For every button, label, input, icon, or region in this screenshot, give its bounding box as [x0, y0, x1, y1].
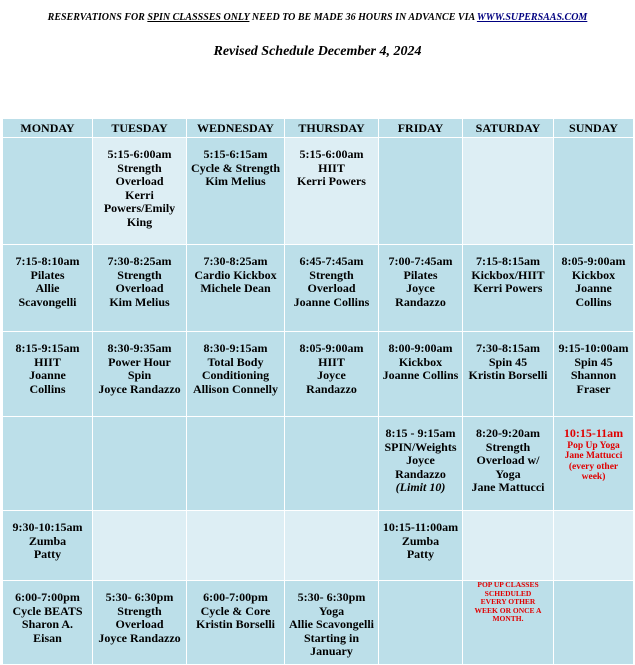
class-detail: Pilates — [30, 267, 65, 282]
class-detail: Randazzo — [306, 381, 357, 396]
class-cell — [379, 245, 463, 332]
class-cell — [463, 581, 554, 665]
class-cell — [379, 417, 463, 511]
class-cell — [93, 581, 187, 665]
class-entry — [285, 138, 378, 189]
class-cell — [187, 138, 285, 245]
schedule-row — [3, 332, 634, 417]
popup-detail: Pop Up Yoga — [567, 440, 620, 451]
notice-prefix: RESERVATIONS FOR — [47, 12, 148, 23]
class-detail: Kickbox/HIIT — [471, 267, 545, 282]
class-cell — [3, 332, 93, 417]
class-entry — [554, 417, 633, 483]
class-detail: Overload w/ — [476, 453, 540, 467]
class-cell — [187, 417, 285, 511]
schedule-row — [3, 245, 634, 332]
class-cell — [187, 581, 285, 665]
class-entry — [285, 245, 378, 309]
class-detail: Joanne — [29, 368, 66, 382]
class-detail: Joanne — [575, 281, 612, 295]
class-entry — [379, 417, 462, 495]
class-cell — [3, 417, 93, 511]
class-entry — [187, 245, 284, 296]
class-time: 8:00-9:00am — [388, 341, 453, 355]
class-cell — [463, 245, 554, 332]
class-detail: Kerri — [125, 187, 154, 202]
class-detail: Kim Melius — [109, 294, 170, 309]
class-cell — [3, 511, 93, 581]
class-detail: Pilates — [403, 267, 438, 282]
class-time: 5:30- 6:30pm — [105, 590, 174, 604]
class-detail: SPIN/Weights — [384, 439, 457, 454]
class-time: 6:00-7:00pm — [203, 590, 268, 604]
class-detail: Overload — [115, 281, 164, 295]
class-detail: Cardio Kickbox — [194, 267, 277, 282]
class-entry — [463, 332, 553, 383]
class-cell — [285, 417, 379, 511]
schedule-row — [3, 417, 634, 511]
class-time: 7:30-8:25am — [107, 254, 172, 268]
class-cell — [93, 417, 187, 511]
class-detail: Joyce — [406, 453, 435, 467]
class-detail: Total Body — [207, 354, 264, 369]
class-time: 6:45-7:45am — [299, 254, 364, 268]
class-cell — [187, 332, 285, 417]
class-time: 8:05-9:00am — [299, 341, 364, 355]
class-detail: Randazzo — [395, 294, 446, 309]
class-cell — [379, 581, 463, 665]
class-detail: Spin 45 — [574, 354, 613, 369]
class-limit: (Limit 10) — [395, 480, 446, 494]
class-cell — [379, 138, 463, 245]
class-detail: Allie Scavongelli — [289, 617, 374, 631]
class-detail: Kristin Borselli — [196, 617, 275, 631]
class-cell — [93, 332, 187, 417]
class-detail: Collins — [575, 294, 612, 309]
schedule-title: Revised Schedule December 4, 2024 — [213, 44, 422, 59]
day-header: MONDAY — [3, 119, 93, 138]
class-cell — [554, 581, 634, 665]
class-time: 10:15-11am — [563, 426, 624, 440]
class-cell — [3, 138, 93, 245]
class-cell — [554, 417, 634, 511]
class-time: 5:15-6:00am — [299, 147, 364, 161]
class-time: 5:30- 6:30pm — [297, 590, 366, 604]
class-cell — [285, 138, 379, 245]
class-entry — [379, 511, 462, 562]
popup-detail: Jane Mattucci — [564, 451, 623, 461]
class-detail: Kristin Borselli — [468, 368, 548, 382]
class-entry — [554, 245, 633, 309]
popup-note-line: WEEK OR ONCE A — [474, 605, 542, 615]
class-detail: Cycle & Core — [200, 603, 271, 618]
class-detail: Yoga — [495, 466, 521, 481]
class-entry — [187, 581, 284, 632]
class-cell — [463, 332, 554, 417]
day-header: WEDNESDAY — [187, 119, 285, 138]
notice-spin-only: SPIN CLASSSES ONLY — [147, 12, 250, 23]
class-entry — [379, 332, 462, 383]
class-time: 8:30-9:15am — [203, 341, 268, 355]
class-detail: Shannon — [570, 368, 617, 382]
popup-note-line: POP UP CLASSES — [477, 580, 539, 589]
class-detail: King — [126, 214, 153, 229]
class-detail: Joyce Randazzo — [98, 381, 181, 396]
class-detail: Fraser — [576, 381, 611, 396]
popup-note-line: EVERY OTHER — [480, 597, 536, 606]
class-detail: Patty — [33, 547, 62, 561]
class-cell — [379, 332, 463, 417]
class-detail: Randazzo — [395, 466, 446, 481]
class-time: 5:15-6:00am — [107, 147, 172, 161]
class-detail: Joyce — [406, 281, 435, 295]
class-cell — [379, 511, 463, 581]
class-cell — [93, 245, 187, 332]
class-cell — [93, 511, 187, 581]
class-detail: Jane Mattucci — [471, 480, 545, 494]
class-detail: Overload — [115, 174, 164, 188]
class-cell — [285, 245, 379, 332]
class-detail: Kickbox — [571, 267, 616, 282]
class-entry — [3, 245, 92, 309]
schedule-row — [3, 511, 634, 581]
class-cell — [187, 511, 285, 581]
class-time: 9:30-10:15am — [12, 520, 83, 534]
class-detail: Scavongelli — [18, 294, 77, 309]
class-entry — [93, 581, 186, 645]
class-entry — [93, 332, 186, 396]
class-time: 8:05-9:00am — [561, 254, 626, 268]
class-time: 7:15-8:10am — [15, 254, 80, 268]
class-time: 6:00-7:00pm — [15, 590, 80, 604]
class-cell — [554, 511, 634, 581]
class-cell — [463, 138, 554, 245]
class-detail: Michele Dean — [200, 281, 271, 295]
class-entry — [554, 332, 633, 396]
reservation-notice — [0, 12, 635, 23]
class-entry — [463, 245, 553, 296]
class-detail: Zumba — [401, 533, 440, 548]
class-cell — [463, 417, 554, 511]
class-detail: Cycle BEATS — [12, 603, 83, 618]
class-entry — [3, 332, 92, 396]
class-detail: Zumba — [28, 533, 67, 548]
popup-note-line: MONTH. — [492, 614, 524, 623]
class-time: 9:15-10:00am — [558, 341, 629, 355]
class-cell — [285, 332, 379, 417]
class-detail: Allie — [35, 281, 60, 295]
class-detail: Overload — [307, 281, 356, 295]
class-time: 8:15-9:15am — [15, 341, 80, 355]
day-header: THURSDAY — [285, 119, 379, 138]
class-detail: January — [310, 644, 353, 658]
class-detail: Joyce Randazzo — [98, 630, 181, 645]
class-detail: Kerri Powers — [297, 174, 366, 188]
class-time: 7:30-8:25am — [203, 254, 268, 268]
class-time: 8:15 - 9:15am — [385, 426, 456, 440]
class-entry — [3, 581, 92, 645]
popup-note — [463, 581, 553, 624]
class-detail: Kerri Powers — [473, 281, 543, 295]
class-detail: Overload — [115, 617, 164, 631]
class-detail: Allison Connelly — [192, 381, 279, 396]
class-detail: Strength — [117, 603, 162, 618]
class-detail: HIIT — [318, 354, 345, 369]
class-cell — [554, 332, 634, 417]
class-detail: Power Hour — [108, 354, 171, 369]
class-detail: Eisan — [33, 630, 62, 645]
class-detail: Powers/Emily — [103, 201, 176, 215]
class-entry — [187, 332, 284, 396]
day-header: FRIDAY — [379, 119, 463, 138]
class-detail: Kickbox — [398, 354, 443, 369]
class-detail: Strength — [485, 439, 531, 454]
class-time: 8:20-9:20am — [476, 426, 540, 440]
class-detail: Starting in — [303, 630, 359, 645]
class-detail: Joyce — [317, 368, 346, 382]
class-entry — [93, 138, 186, 229]
class-time: 10:15-11:00am — [382, 520, 459, 534]
class-cell — [285, 581, 379, 665]
schedule-table — [2, 118, 634, 665]
class-entry — [285, 332, 378, 396]
class-cell — [3, 245, 93, 332]
class-cell — [93, 138, 187, 245]
class-entry — [379, 245, 462, 309]
class-detail: Patty — [406, 547, 435, 561]
class-detail: Collins — [29, 381, 66, 396]
class-entry — [93, 245, 186, 309]
class-time: 7:30-8:15am — [476, 341, 540, 355]
class-detail: Joanne Collins — [293, 294, 370, 309]
class-cell — [554, 245, 634, 332]
class-detail: Joanne Collins — [382, 368, 459, 382]
popup-detail: week) — [581, 472, 606, 482]
schedule-row — [3, 581, 634, 665]
class-detail: Yoga — [318, 603, 345, 618]
class-time: 8:30-9:35am — [107, 341, 172, 355]
class-detail: Cycle & Strength — [190, 160, 281, 175]
popup-detail: (every other — [568, 461, 619, 472]
class-detail: Conditioning — [201, 368, 270, 382]
class-detail: Strength — [117, 160, 162, 175]
class-detail: HIIT — [318, 160, 345, 175]
class-cell — [187, 245, 285, 332]
class-detail: Sharon A. — [21, 617, 74, 631]
popup-note-line: SCHEDULED — [484, 588, 532, 598]
day-header-row — [3, 119, 634, 138]
day-header: SATURDAY — [463, 119, 554, 138]
class-detail: Kim Melius — [205, 174, 266, 188]
schedule-row — [3, 138, 634, 245]
class-entry — [285, 581, 378, 659]
class-entry — [187, 138, 284, 189]
notice-middle: NEED TO BE MADE 36 HOURS IN ADVANCE VIA — [249, 12, 477, 23]
class-detail: Strength — [117, 267, 162, 282]
class-time: 5:15-6:15am — [203, 147, 268, 161]
class-detail: HIIT — [34, 354, 61, 369]
class-detail: Spin — [127, 368, 152, 382]
class-cell — [554, 138, 634, 245]
class-cell — [463, 511, 554, 581]
class-time: 7:15-8:15am — [476, 254, 540, 268]
class-detail: Strength — [309, 267, 354, 282]
class-time: 7:00-7:45am — [388, 254, 453, 268]
class-detail: Spin 45 — [488, 354, 528, 369]
class-cell — [3, 581, 93, 665]
day-header: SUNDAY — [554, 119, 634, 138]
class-entry — [3, 511, 92, 562]
day-header: TUESDAY — [93, 119, 187, 138]
class-entry — [463, 417, 553, 495]
class-cell — [285, 511, 379, 581]
supersaas-link[interactable]: WWW.SUPERSAAS.COM — [476, 12, 588, 23]
